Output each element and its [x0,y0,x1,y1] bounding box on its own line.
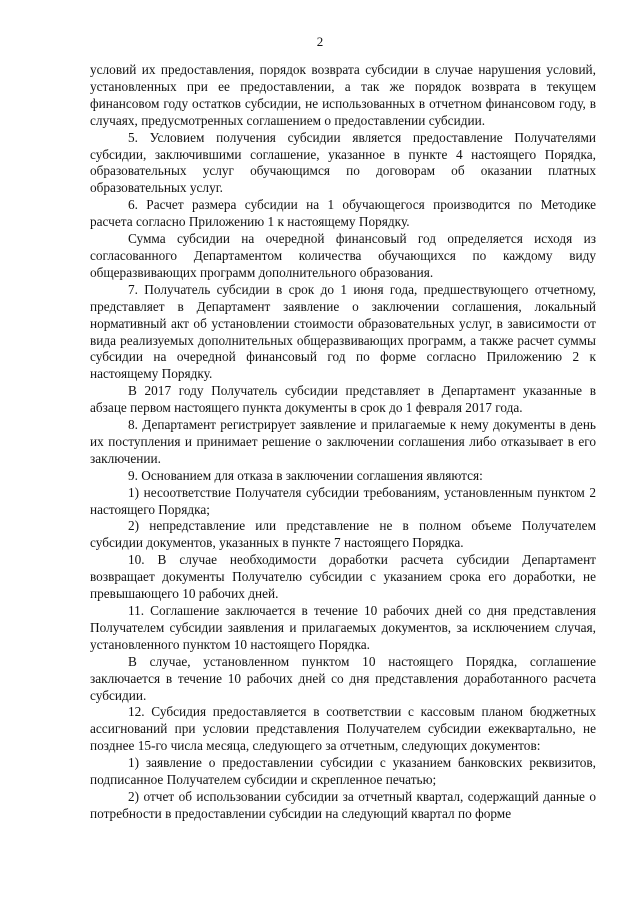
paragraph: 6. Расчет размера субсидии на 1 обучающегося производится по Методике расчета согласно Приложению 1 к настоящему Порядку. [90,197,596,230]
paragraph: 2) отчет об использовании субсидии за отчетный квартал, содержащий данные о потребности в предоставлении субсидии на следующий квартал по форме [90,788,596,821]
paragraph: 12. Субсидия предоставляется в соответствии с кассовым планом бюджетных ассигнований при условии представления Получателем субсидии ежеквартально, не позднее 15-го числа месяца, следующего за отчетным, следующих документов: [90,704,596,754]
paragraph: В 2017 году Получатель субсидии представляет в Департамент указанные в абзаце первом настоящего пункта документы в срок до 1 февраля 2017 года. [90,383,596,416]
paragraph: В случае, установленном пунктом 10 настоящего Порядка, соглашение заключается в течение 10 рабочих дней со дня представления доработанного расчета субсидии. [90,653,596,703]
document-body [90,62,596,823]
paragraph: условий их предоставления, порядок возврата субсидии в случае нарушения условий, установленных при ее предоставлении, а так же порядок возврата в текущем финансовом году остатков субсидии, не использованных в отчетном финансовом году, в случаях, предусмотренных соглашением о предоставлении субсидии. [90,62,596,128]
paragraph: 5. Условием получения субсидии является предоставление Получателями субсидии, заключившими соглашение, указанное в пункте 4 настоящего Порядка, образовательных услуг обучающимся по договорам об оказании платных образовательных услуг. [90,129,596,196]
page-number: 2 [316,34,324,49]
paragraph: 9. Основанием для отказа в заключении соглашения являются: [128,467,483,483]
paragraph: 10. В случае необходимости доработки расчета субсидии Департамент возвращает документы Получателю субсидии с указанием срока его доработки, не превышающего 10 рабочих дней. [90,552,596,602]
paragraph: 2) непредставление или представление не в полном объеме Получателем субсидии документов, указанных в пункте 7 настоящего Порядка. [90,518,596,551]
paragraph: 1) заявление о предоставлении субсидии с указанием банковских реквизитов, подписанное Получателем субсидии и скрепленное печатью; [90,755,596,788]
paragraph: 7. Получатель субсидии в срок до 1 июня года, предшествующего отчетному, представляет в Департамент заявление о заключении соглашения, локальный нормативный акт об установлении стоимости образовательных услуг, в зависимости от вида реализуемых дополнительных общеразвивающих программ, а также расчет суммы субсидии на очередной финансовый год по форме согласно Приложению 2 к настоящему Порядку. [90,281,596,382]
paragraph: Сумма субсидии на очередной финансовый год определяется исходя из согласованного Департаментом количества обучающихся по каждому виду общеразвивающих программ дополнительного образования. [90,231,596,280]
paragraph: 11. Соглашение заключается в течение 10 рабочих дней со дня представления Получателем субсидии заявления и прилагаемых документов, за исключением случая, установленного пунктом 10 настоящего Порядка. [90,603,596,652]
paragraph: 1) несоответствие Получателя субсидии требованиям, установленным пунктом 2 настоящего Порядка; [90,484,596,517]
paragraph: 8. Департамент регистрирует заявление и прилагаемые к нему документы в день их поступления и принимает решение о заключении соглашения либо отказывает в его заключении. [90,417,596,466]
